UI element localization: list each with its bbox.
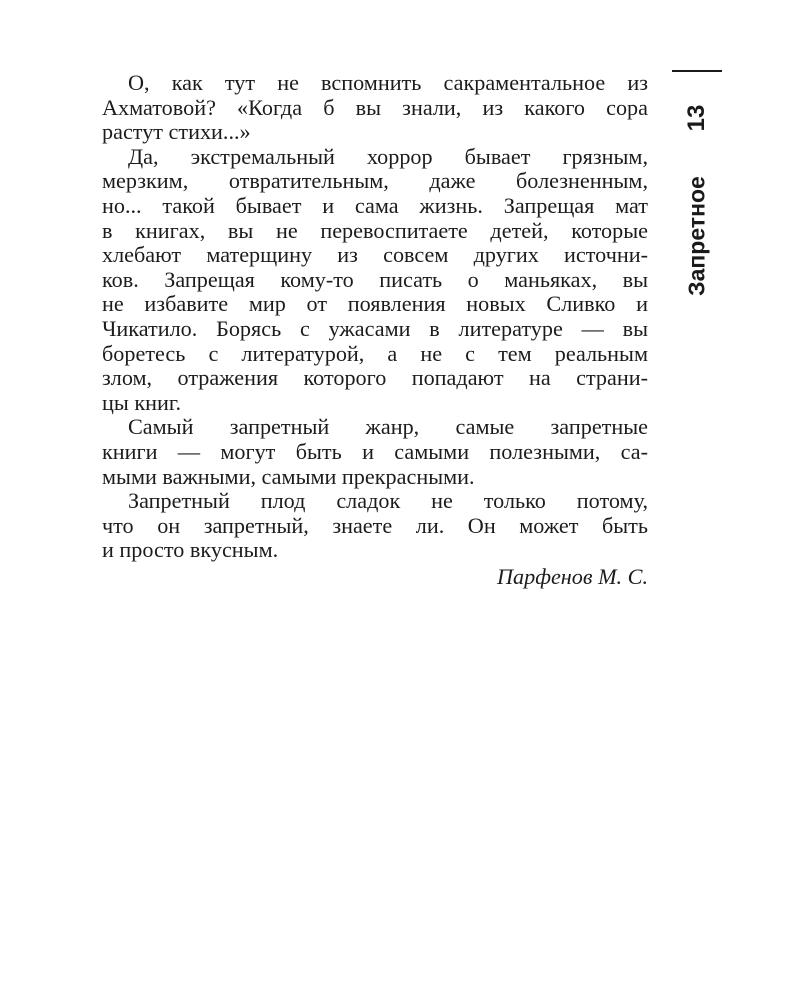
running-title: Запретное [683, 176, 710, 296]
author-signature: Парфенов М. С. [496, 563, 648, 589]
text-line: злом, отражения которого попадают на страни- [102, 365, 648, 391]
text-line: растут стихи...» [102, 119, 251, 145]
text-line: но... такой бывает и сама жизнь. Запрещая мат [102, 192, 648, 218]
text-line: книги — могут быть и самыми полезными, са- [102, 438, 648, 464]
paragraph [102, 489, 648, 563]
text-line: Да, экстремальный хоррор бывает грязным, [128, 143, 648, 169]
text-line: цы книг. [102, 389, 181, 415]
text-line: Чикатило. Борясь с ужасами в литературе — вы [102, 315, 648, 341]
text-line: ков. Запрещая кому-то писать о маньяках, вы [102, 266, 648, 292]
page-number: 13 [683, 104, 710, 132]
text-line: и просто вкусным. [102, 537, 279, 563]
text-line: Ахматовой? «Когда б вы знали, из какого сора [102, 94, 648, 120]
paragraph [102, 71, 648, 145]
text-line: О, как тут не вспомнить сакраментальное из [128, 70, 648, 95]
text-line: в книгах, вы не перевоспитаете детей, которые [102, 217, 648, 243]
text-line: мерзким, отвратительным, даже болезненным, [102, 168, 648, 194]
text-line: хлебают матерщину из совсем других источни- [102, 242, 648, 268]
text-line: боретесь с литературой, а не с тем реальным [102, 340, 648, 366]
text-line: Самый запретный жанр, самые запретные [128, 414, 648, 440]
header-rule [672, 70, 722, 72]
paragraph [102, 145, 648, 416]
text-line: Запретный плод сладок не только потому, [128, 488, 648, 514]
text-line: не избавите мир от появления новых Сливко и [102, 291, 648, 317]
text-line: что он запретный, знаете ли. Он может быть [102, 512, 648, 538]
paragraph [102, 415, 648, 489]
body-text [102, 71, 648, 589]
text-line: мыми важными, самыми прекрасными. [102, 463, 475, 489]
